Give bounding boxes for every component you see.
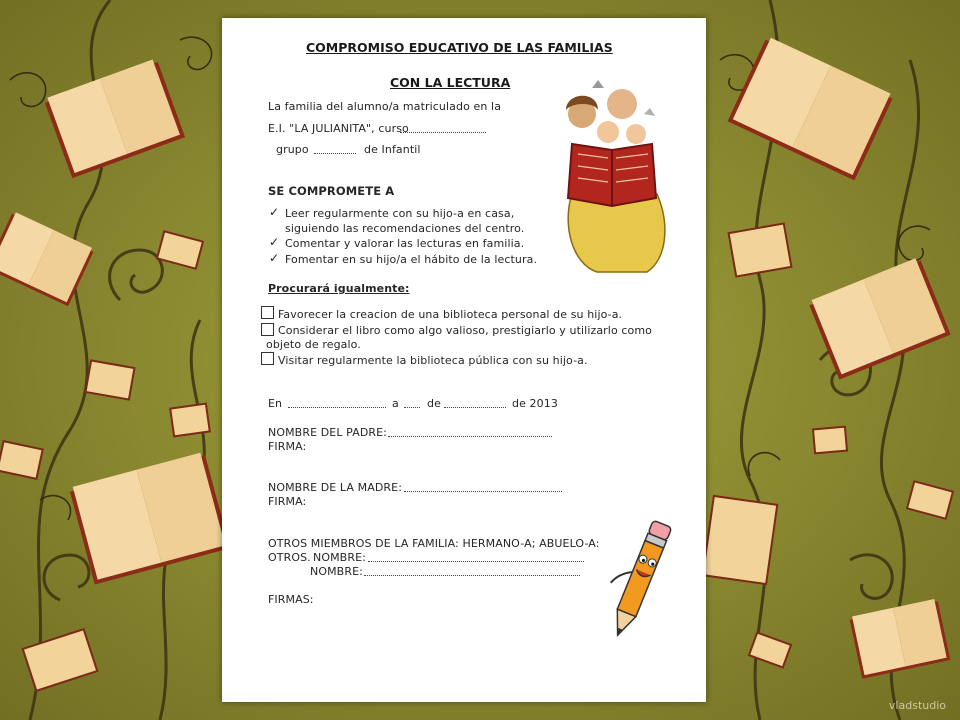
intro-school: E.I. "LA JULIANITA", curso — [268, 122, 409, 135]
group-blank — [314, 145, 356, 154]
checkbox-icon[interactable] — [261, 352, 274, 365]
place-blank — [288, 399, 386, 408]
date-en-label: En — [268, 397, 283, 410]
mother-label: NOMBRE DE LA MADRE: — [268, 481, 403, 494]
intro-group: grupo — [276, 143, 309, 156]
checkmark-icon: ✓ — [269, 235, 280, 249]
father-label: NOMBRE DEL PADRE: — [268, 426, 387, 439]
also-item-continuation: objeto de regalo. — [266, 338, 361, 351]
pencil-mascot-illustration — [600, 514, 672, 644]
others-heading: OTROS MIEMBROS DE LA FAMILIA: HERMANO-A; ABUELO-A: — [268, 537, 600, 550]
course-blank — [400, 124, 486, 133]
mother-sign-label: FIRMA: — [268, 495, 307, 508]
intro-group-suffix: de Infantil — [364, 143, 421, 156]
intro-line: La familia del alumno/a matriculado en la — [268, 100, 502, 113]
other-name-blank — [368, 553, 584, 562]
date-de-label: de — [427, 397, 441, 410]
document-subtitle: CON LA LECTURA — [390, 75, 511, 90]
checkmark-icon: ✓ — [269, 205, 280, 219]
commitment-item: siguiendo las recomendaciones del centro. — [285, 222, 525, 235]
also-item: Considerar el libro como algo valioso, prestigiarlo y utilizarlo como — [278, 324, 653, 337]
other-name-blank — [364, 567, 580, 576]
checkmark-icon: ✓ — [269, 251, 280, 265]
father-sign-label: FIRMA: — [268, 440, 307, 453]
commitment-item: Leer regularmente con su hijo-a en casa, — [285, 207, 515, 220]
also-item: Favorecer la creacion de una biblioteca personal de su hijo-a. — [278, 308, 623, 321]
signatures-label: FIRMAS: — [268, 593, 314, 606]
day-blank — [404, 399, 420, 408]
watermark: vladstudio — [888, 699, 946, 712]
others-prefix: OTROS. — [268, 551, 311, 564]
other-name-label: NOMBRE: — [310, 565, 363, 578]
also-heading: Procurará igualmente: — [268, 282, 410, 295]
month-blank — [444, 399, 506, 408]
also-item: Visitar regularmente la biblioteca pública con su hijo-a. — [278, 354, 588, 367]
commitment-item: Comentar y valorar las lecturas en familia. — [285, 237, 525, 250]
document-title: COMPROMISO EDUCATIVO DE LAS FAMILIAS — [306, 40, 613, 55]
document-sheet — [222, 18, 706, 702]
mother-name-blank — [404, 483, 562, 492]
commit-heading: SE COMPROMETE A — [268, 184, 395, 198]
reading-family-illustration — [552, 74, 672, 274]
other-name-label: NOMBRE: — [313, 551, 366, 564]
commitment-item: Fomentar en su hijo/a el hábito de la lectura. — [285, 253, 538, 266]
checkbox-icon[interactable] — [261, 306, 274, 319]
father-name-blank — [388, 428, 552, 437]
date-a-label: a — [392, 397, 399, 410]
checkbox-icon[interactable] — [261, 323, 274, 336]
date-year-label: de 2013 — [512, 397, 558, 410]
